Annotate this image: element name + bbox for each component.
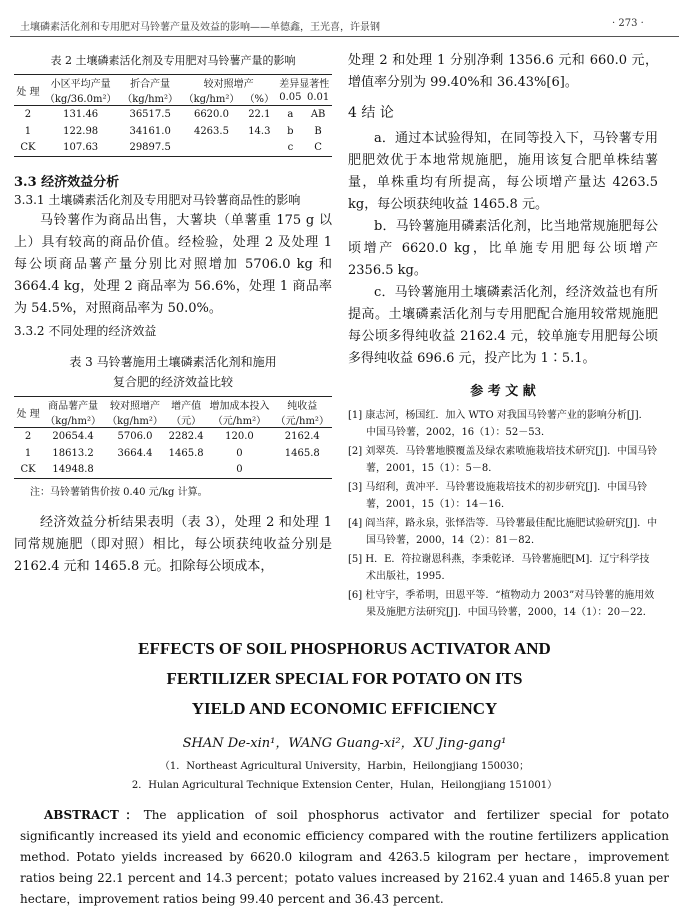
cell: b (287, 125, 294, 137)
conclusion-b: b．马铃薯施用磷素活化剂，比当地常规施肥每公顷增产 6620.0 kg，比单施专用肥每公顷增产 2356.5 kg。 (348, 219, 658, 278)
t3-head: 增产值 (171, 401, 202, 412)
t2-unit: （%） (244, 94, 275, 105)
cell: B (314, 125, 322, 137)
cell: 36517.5 (129, 108, 171, 120)
conclusion-c: c．马铃薯施用土壤磷素活化剂，经济效益也有所提高。土壤磷素活化剂与专用肥配合施用较常规施肥每公顷多得纯收益 2162.4 元，较单施专用肥每公顷多得纯收益 696.6 元，投产比为 1∶5.1。 (348, 285, 658, 366)
cell: c (287, 142, 294, 154)
cell: 1 (24, 447, 32, 459)
t3-unit: （元） (171, 416, 202, 427)
cell: 6620.0 (193, 108, 229, 120)
paragraph: 马铃薯作为商品出售，大薯块（单薯重 175 g 以上）具有较高的商品价值。经检验，处理 2 及处理 1 每公顷商品薯产量分别比对照增加 5706.0 kg 和 3664.4 kg，处理 2 商品率为 56.6%，处理 1 商品率为 54.5%，对照商品率为 50.0%。 (14, 213, 332, 316)
cell (181, 140, 242, 157)
table-row (14, 123, 332, 140)
abstract-text: The application of soil phosphorus activator and fertilizer special for potato significantly increased its yield and economic efficiency compared with the routine fertilizers application method. Potato yields increased by 6620.0 kilogram and 4263.5 kilogram per hectare，improvement ratios being 22.1 percent and 14.3 percent；potato values increased by 2162.4 yuan and 1465.8 yuan per hectare，improvement ratios being 99.40 percent and 36.43 percent. (20, 808, 669, 906)
cell: 131.46 (63, 108, 99, 120)
cell: 2282.4 (168, 430, 204, 442)
cell: 0 (236, 464, 243, 476)
cell: 2162.4 (284, 430, 320, 442)
paragraph: 经济效益分析结果表明（表 3），处理 2 和处理 1 同常规施肥（即对照）相比，每公顷获纯收益分别是 2162.4 元和 1465.8 元。扣除每公顷成本， (14, 515, 332, 574)
reference-item: [4] 阎当萍，路永泉，张怿浩等．马铃薯最佳配比施肥试验研究[J]．中国马铃薯，2000，14（2）：81－82． (348, 518, 658, 546)
english-title-line: FERTILIZER SPECIAL FOR POTATO ON ITS (166, 669, 523, 688)
cell: 5706.0 (117, 430, 153, 442)
reference-item: [2] 刘翠英．马铃薯地膜覆盖及绿农素喷施栽培技术研究[J]．中国马铃薯，2001，15（1）：5－8． (348, 446, 658, 474)
reference-item: [6] 杜守宇，季希明，田恩平等．“植物动力 2003”对马铃薯的施用效果及施肥方法研究[J]．中国马铃薯，2000，14（1）：20－22． (348, 590, 655, 618)
t2-unit: 0.05 (279, 92, 302, 103)
reference-item: [1] 康志河，杨国红．加入 WTO 对我国马铃薯产业的影响分析[J]．中国马铃薯，2002，16（1）：52－53． (348, 410, 649, 438)
reference-item: [5] H．E．符拉谢恩科燕，李秉乾译．马铃薯施肥[M]．辽宁科学技术出版社，1995． (348, 554, 650, 582)
t2-head-treatment: 处 理 (16, 86, 40, 98)
cell: C (314, 142, 322, 154)
affiliation: 2．Hulan Agricultural Technique Extension Center，Hulan，Heilongjiang 151001） (131, 780, 558, 791)
paragraph: 处理 2 和处理 1 分别净剩 1356.6 元和 660.0 元，增值率分别为 99.40%和 36.43%[6]。 (348, 53, 658, 90)
t2-head-plot: 小区平均产量 (50, 79, 111, 90)
cell: 4263.5 (193, 125, 229, 137)
table3-note: 注：马铃薯销售价按 0.40 元/kg 计算。 (30, 487, 208, 498)
affiliation: （1．Northeast Agricultural University，Harbin，Heilongjiang 150030； (159, 761, 530, 772)
section-heading: 4 结 论 (348, 105, 394, 121)
table-row (14, 428, 332, 445)
left-column (14, 52, 332, 578)
t2-head-increase: 较对照增产 (203, 79, 254, 90)
t2-head-yield: 折合产量 (130, 79, 171, 90)
cell (104, 462, 166, 479)
cell: 14.3 (248, 125, 271, 137)
t3-unit: （元/hm²） (212, 416, 267, 427)
table2 (14, 74, 332, 157)
cell: 1465.8 (168, 447, 204, 459)
english-title-line: EFFECTS OF SOIL PHOSPHORUS ACTIVATOR AND (138, 639, 551, 658)
cell: 22.1 (248, 108, 271, 120)
table-row (14, 106, 332, 123)
t3-head: 纯收益 (287, 401, 318, 412)
cell: 34161.0 (129, 125, 171, 137)
t3-unit: （kg/hm²） (107, 416, 163, 427)
cell: 2 (24, 430, 32, 442)
cell (166, 462, 206, 479)
english-title-line: YIELD AND ECONOMIC EFFICIENCY (191, 699, 498, 718)
cell: 18613.2 (52, 447, 94, 459)
table2-caption: 表 2 土壤磷素活化剂及专用肥对马铃薯产量的影响 (50, 54, 296, 67)
abstract-label: ABSTRACT： (44, 808, 144, 822)
t2-unit: （kg/hm²） (183, 94, 240, 105)
cell: AB (310, 108, 326, 120)
section-heading: 3.3 经济效益分析 (14, 175, 120, 190)
t3-head: 增加成本投入 (209, 401, 270, 412)
t3-unit: （元/hm²） (275, 416, 329, 427)
cell: 2 (24, 108, 32, 120)
cell: 20654.4 (52, 430, 94, 442)
t3-unit: （kg/hm²） (45, 416, 101, 427)
references-heading: 参 考 文 献 (470, 384, 536, 399)
t3-head-treatment: 处 理 (16, 408, 40, 420)
right-column (348, 50, 658, 621)
cell: 107.63 (63, 142, 99, 154)
authors: SHAN De-xin¹，WANG Guang-xi²，XU Jing-gang¹ (182, 736, 507, 751)
cell: 120.0 (225, 430, 254, 442)
page-number: · 273 · (612, 18, 644, 29)
t2-unit: 0.01 (306, 92, 330, 103)
cell: a (287, 108, 294, 120)
table3-caption-line: 表 3 马铃薯施用土壤磷素活化剂和施用 (69, 355, 277, 369)
subsection-heading: 3.3.1 土壤磷素活化剂及专用肥对马铃薯商品性的影响 (14, 193, 301, 207)
abstract (20, 805, 669, 910)
t2-unit: （kg/hm²） (122, 94, 179, 105)
english-abstract-block (20, 634, 669, 910)
t3-head: 商品薯产量 (48, 401, 99, 412)
t3-head: 较对照增产 (109, 401, 160, 412)
cell: 1465.8 (284, 447, 320, 459)
subsection-heading: 3.3.2 不同处理的经济效益 (14, 324, 157, 338)
cell: 0 (236, 447, 243, 459)
cell: 14948.8 (52, 464, 94, 476)
cell: CK (20, 464, 36, 476)
cell (273, 462, 332, 479)
t2-head-sig: 差异显著性 (279, 79, 330, 90)
table-row (14, 445, 332, 462)
cell: CK (20, 142, 36, 154)
table3-caption-line: 复合肥的经济效益比较 (112, 375, 233, 389)
table3-caption (14, 352, 332, 392)
cell: 3664.4 (117, 447, 153, 459)
cell (242, 140, 276, 157)
reference-item: [3] 马绍利，黄冲平．马铃薯设施栽培技术的初步研究[J]．中国马铃薯，2001，15（1）：14－16． (348, 482, 648, 510)
cell: 29897.5 (129, 142, 171, 154)
table-row (14, 140, 332, 157)
cell: 1 (24, 125, 32, 137)
table-row (14, 462, 332, 479)
cell: 122.98 (63, 125, 99, 137)
header-rule (10, 36, 679, 37)
table3 (14, 396, 332, 479)
conclusion-a: a．通过本试验得知，在同等投入下，马铃薯专用肥肥效优于本地常规施肥，施用该复合肥单株结薯量，单株重均有所提高，每公顷增产量达 4263.5 kg，每公顷获纯收益 1465.8 元。 (348, 131, 658, 212)
running-header: 土壤磷素活化剂和专用肥对马铃薯产量及效益的影响——单德鑫，王光喜，许景钢 (20, 22, 380, 33)
t2-unit: （kg/36.0m²） (44, 94, 117, 105)
